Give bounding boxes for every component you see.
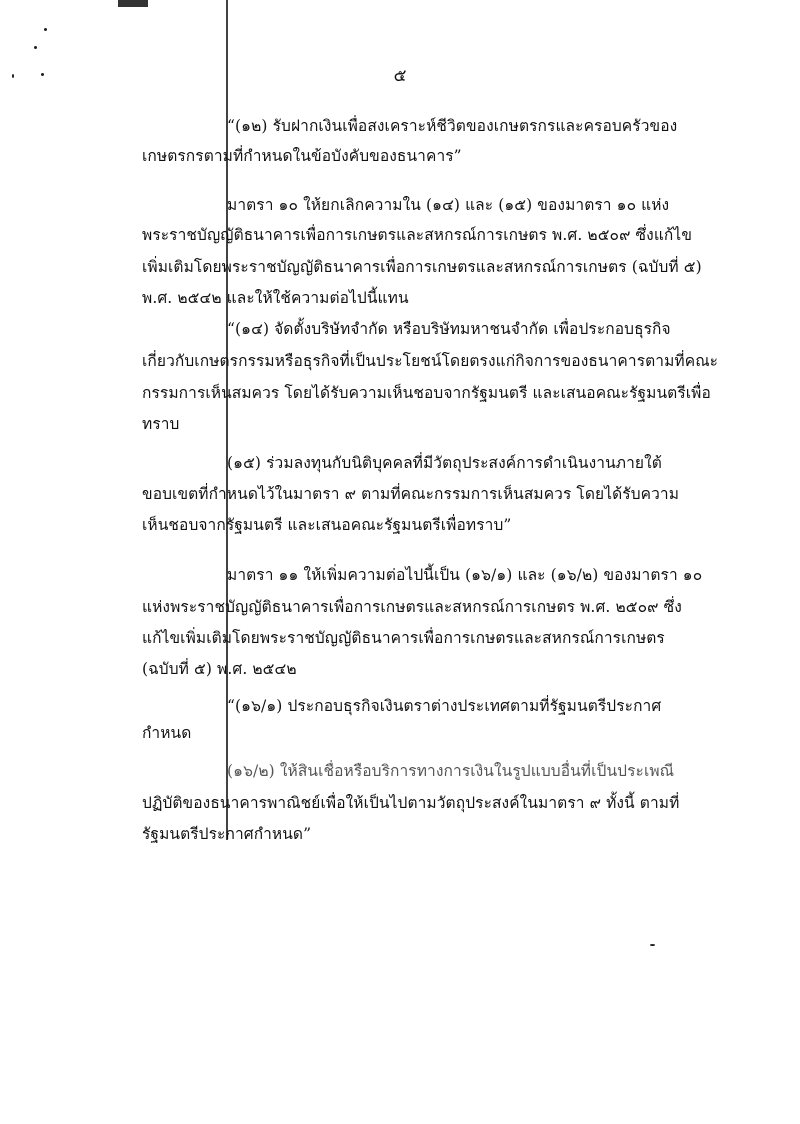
text-line: ขอบเขตที่กำหนดไว้ในมาตรา ๙ ตามที่คณะกรรมการเห็นสมควร โดยได้รับความ [142,485,680,503]
text-line: ปฏิบัติของธนาคารพาณิชย์เพื่อให้เป็นไปตามวัตถุประสงค์ในมาตรา ๙ ทั้งนี้ ตามที่ [142,794,680,812]
text-line: (๑๖/๒) ให้สินเชื่อหรือบริการทางการเงินในรูปแบบอื่นที่เป็นประเพณี [227,762,675,780]
text-line: มาตรา ๑๑ ให้เพิ่มความต่อไปนี้เป็น (๑๖/๑) และ (๑๖/๒) ของมาตรา ๑๐ [227,566,703,584]
text-line: รัฐมนตรีประกาศกำหนด” [142,825,312,843]
scan-speck [34,46,37,49]
text-line: (ฉบับที่ ๕) พ.ศ. ๒๕๔๒ [142,660,297,678]
scan-speck [44,28,47,31]
text-line: (๑๕) ร่วมลงทุนกับนิติบุคคลที่มีวัตถุประสงค์การดำเนินงานภายใต้ [227,454,662,472]
text-line: เห็นชอบจากรัฐมนตรี และเสนอคณะรัฐมนตรีเพื่อทราบ” [142,516,512,534]
text-line: “(๑๖/๑) ประกอบธุรกิจเงินตราต่างประเทศตามที่รัฐมนตรีประกาศ [227,697,662,715]
text-line: กรรมการเห็นสมควร โดยได้รับความเห็นชอบจากรัฐมนตรี และเสนอคณะรัฐมนตรีเพื่อ [142,384,711,402]
text-line: เพิ่มเติมโดยพระราชบัญญัติธนาคารเพื่อการเกษตรและสหกรณ์การเกษตร (ฉบับที่ ๕) [142,258,702,276]
text-line: พ.ศ. ๒๕๔๒ และให้ใช้ความต่อไปนี้แทน [142,289,409,307]
text-line: กำหนด [142,724,192,742]
scan-artifact-mark [118,0,148,7]
text-line: มาตรา ๑๐ ให้ยกเลิกความใน (๑๔) และ (๑๕) ของมาตรา ๑๐ แห่ง [227,196,670,214]
text-line: แก้ไขเพิ่มเติมโดยพระราชบัญญัติธนาคารเพื่อการเกษตรและสหกรณ์การเกษตร [142,629,665,647]
text-line: เกี่ยวกับเกษตรกรรมหรือธุรกิจที่เป็นประโยชน์โดยตรงแก่กิจการของธนาคารตามที่คณะ [142,352,719,370]
text-line: แห่งพระราชบัญญัติธนาคารเพื่อการเกษตรและสหกรณ์การเกษตร พ.ศ. ๒๕๐๙ ซึ่ง [142,598,682,616]
text-line: เกษตรกรตามที่กำหนดในข้อบังคับของธนาคาร” [142,147,462,165]
scan-speck [650,944,655,946]
text-line: “(๑๔) จัดตั้งบริษัทจำกัด หรือบริษัทมหาชนจำกัด เพื่อประกอบธุรกิจ [227,320,671,338]
text-line: “(๑๒) รับฝากเงินเพื่อสงเคราะห์ชีวิตของเกษตรกรและครอบครัวของ [227,117,678,135]
text-line: พระราชบัญญัติธนาคารเพื่อการเกษตรและสหกรณ์การเกษตร พ.ศ. ๒๕๐๙ ซึ่งแก้ไข [142,226,693,244]
text-line: ทราบ [142,415,180,433]
page-number: ๕ [393,66,407,86]
